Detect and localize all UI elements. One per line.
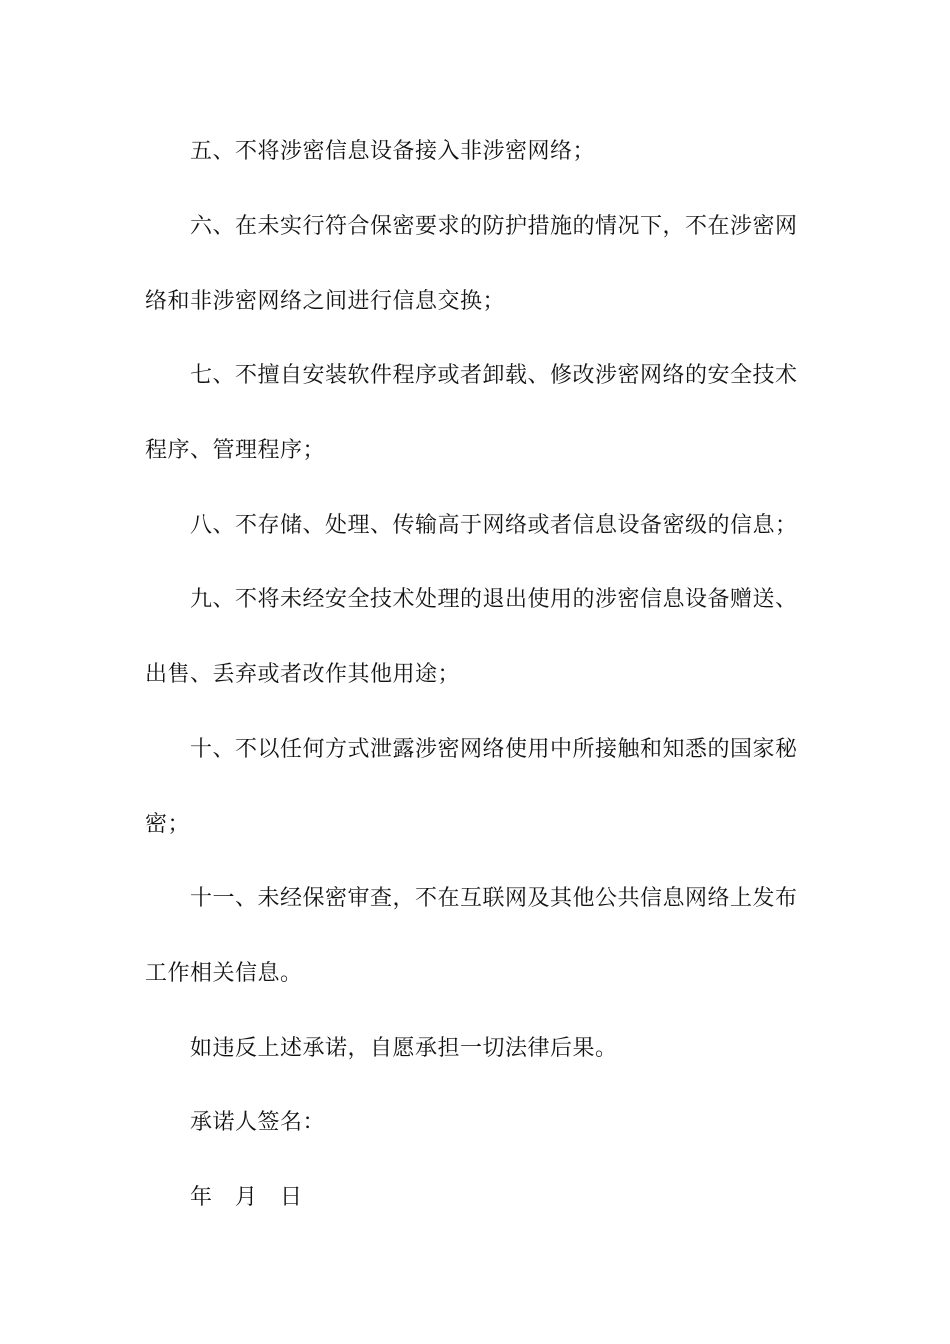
- item-6-line-2: 络和非涉密网络之间进行信息交换；: [145, 289, 506, 314]
- item-10-line-2: 密；: [145, 812, 191, 837]
- item-7-line-2: 程序、管理程序；: [145, 438, 326, 463]
- item-11-line-2: 工作相关信息。: [145, 961, 303, 986]
- item-9-line-1: 九、不将未经安全技术处理的退出使用的涉密信息设备赠送、: [190, 587, 798, 612]
- item-6-line-1: 六、在未实行符合保密要求的防护措施的情况下，不在涉密网: [190, 214, 798, 239]
- item-10-line-1: 十、不以任何方式泄露涉密网络使用中所接触和知悉的国家秘: [190, 737, 798, 762]
- item-5-line-1: 五、不将涉密信息设备接入非涉密网络；: [190, 139, 596, 164]
- item-8-line-1: 八、不存储、处理、传输高于网络或者信息设备密级的信息；: [190, 513, 798, 538]
- item-7-line-1: 七、不擅自安装软件程序或者卸载、修改涉密网络的安全技术: [190, 363, 798, 388]
- closing-statement: 如违反上述承诺，自愿承担一切法律后果。: [190, 1036, 618, 1061]
- signature-label: 承诺人签名：: [190, 1110, 326, 1135]
- item-9-line-2: 出售、丢弃或者改作其他用途；: [145, 662, 461, 687]
- item-11-line-1: 十一、未经保密审查，不在互联网及其他公共信息网络上发布: [190, 886, 798, 911]
- date-line: 年 月 日: [190, 1185, 303, 1210]
